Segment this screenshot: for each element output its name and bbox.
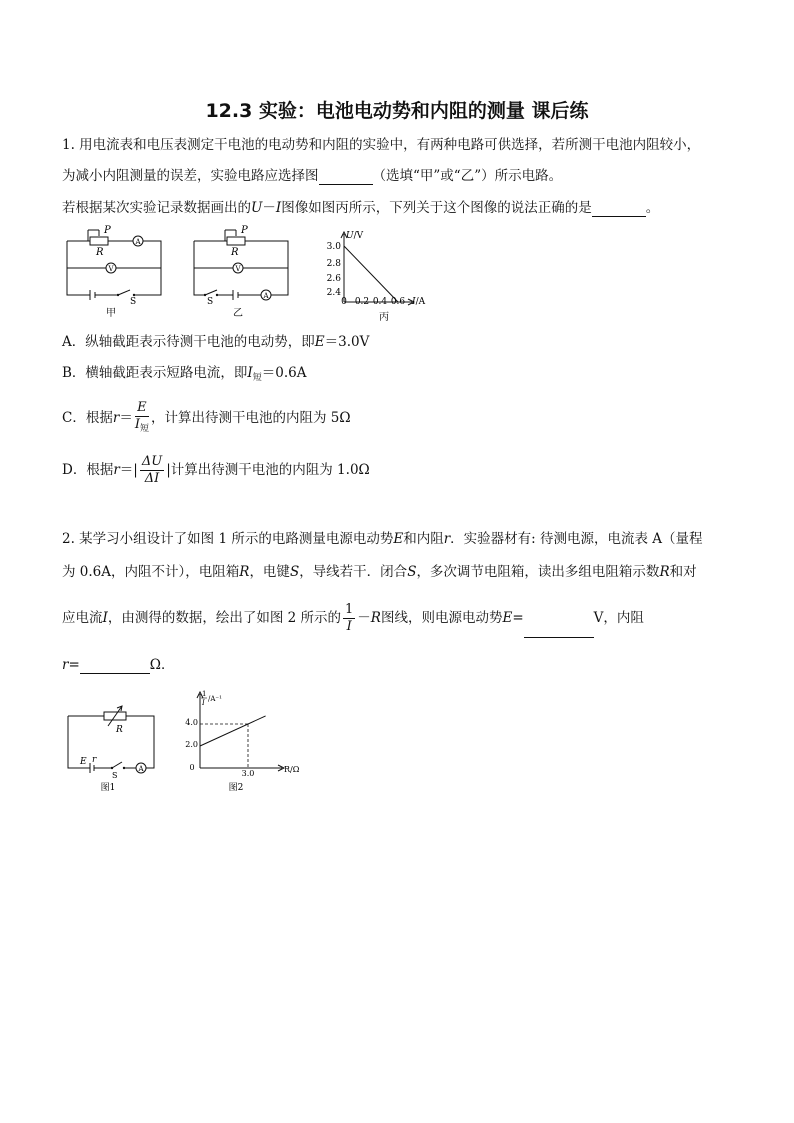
q2-blank-e[interactable] bbox=[524, 623, 594, 638]
q2-line3: 应电流I，由测得的数据，绘出了如图 2 所示的 $\frac{1}{I}$ －R图线，则电源电动势E= V，内阻 bbox=[62, 598, 644, 638]
fig1-caption: 图1 bbox=[100, 783, 116, 793]
yi-switch-label: S bbox=[207, 297, 214, 307]
page-title: 12.3 实验：电池电动势和内阻的测量 课后练 bbox=[205, 100, 589, 122]
fig2-ytick-1: 2.0 bbox=[185, 740, 198, 749]
circuit-jia-figure bbox=[64, 222, 164, 318]
option-c[interactable]: C．根据r＝ $\frac{E}{I_短}$ ，计算出待测干电池的内阻为 5Ω bbox=[62, 400, 351, 434]
fig1-e-label: E bbox=[80, 757, 87, 767]
q2-line4: r= Ω． bbox=[62, 657, 175, 673]
ui-ytick-3: 2.4 bbox=[326, 288, 341, 298]
q2-line2: 为 0.6A，内阻不计），电阻箱R，电键S，导线若干．闭合S，多次调节电阻箱，读出多组电阻箱示数R和对 bbox=[62, 564, 697, 580]
fig2-ylabel-unit: /A⁻¹ bbox=[208, 695, 222, 703]
fig2-xtick: 3.0 bbox=[241, 769, 255, 778]
q2-line1: 2. 某学习小组设计了如图 1 所示的电路测量电源电动势E和内阻r．实验器材有: 待测电源，电流表 A（量程 bbox=[62, 531, 703, 547]
jia-p-label: P bbox=[104, 225, 111, 236]
fig2-ylabel-den: I bbox=[202, 699, 205, 707]
yi-ammeter-label: A bbox=[263, 292, 269, 300]
jia-switch-label: S bbox=[130, 297, 137, 307]
option-b[interactable]: B．横轴截距表示短路电流，即$I_短=0.6A$ bbox=[62, 365, 307, 383]
option-a[interactable]: A．纵轴截距表示待测干电池的电动势，即E＝3.0V bbox=[62, 334, 370, 350]
yi-voltmeter-label: V bbox=[235, 265, 241, 273]
circuit-yi-figure bbox=[191, 222, 291, 318]
fig1-ammeter-label: A bbox=[138, 765, 144, 773]
ui-xtick-1: 0.2 bbox=[354, 297, 370, 307]
fig2-ylabel-num: 1 bbox=[202, 690, 207, 698]
jia-ammeter-label: A bbox=[135, 238, 141, 246]
yi-r-label: R bbox=[231, 247, 239, 258]
q1-blank2[interactable] bbox=[592, 202, 646, 217]
ui-xtick-3: 0.6 bbox=[390, 297, 406, 307]
fig1-s-label: S bbox=[112, 771, 118, 780]
ui-ytick-0: 3.0 bbox=[326, 242, 341, 252]
graph-fig2 bbox=[180, 688, 306, 794]
fig1-rr-label: r bbox=[92, 755, 97, 765]
fig2-origin: 0 bbox=[189, 763, 195, 772]
ui-xtick-2: 0.4 bbox=[372, 297, 388, 307]
yi-p-label: P bbox=[241, 225, 248, 236]
fig2-ytick-0: 4.0 bbox=[185, 718, 198, 727]
jia-caption: 甲 bbox=[106, 308, 116, 319]
jia-r-label: R bbox=[96, 247, 104, 258]
q1-blank1[interactable] bbox=[319, 170, 373, 185]
ui-graph-caption: 丙 bbox=[379, 312, 389, 323]
fig1-r-label: R bbox=[116, 725, 123, 735]
circuit-fig1 bbox=[64, 706, 160, 796]
fig2-caption: 图2 bbox=[228, 783, 244, 793]
ui-ytick-1: 2.8 bbox=[326, 259, 341, 269]
fig2-data-line bbox=[200, 716, 266, 746]
ui-graph-figure bbox=[322, 228, 432, 324]
ui-ytick-2: 2.6 bbox=[326, 274, 341, 284]
q2-blank-r[interactable] bbox=[80, 659, 150, 674]
ui-graph-ylabel: U/V bbox=[346, 231, 364, 241]
q1-line2: 为减小内阻测量的误差，实验电路应选择图 （选填“甲”或“乙”）所示电路。 bbox=[62, 168, 563, 184]
ui-xtick-0: 0 bbox=[341, 297, 347, 307]
yi-caption: 乙 bbox=[233, 308, 243, 319]
q1-line1: 1. 用电流表和电压表测定干电池的电动势和内阻的实验中，有两种电路可供选择，若所测干电池内阻较小， bbox=[62, 137, 701, 153]
option-d[interactable]: D．根据r＝| $\frac{\Delta U}{\Delta I}$ |计算出待测干电池的内阻为 1.0Ω bbox=[62, 454, 370, 486]
fig2-xlabel: R/Ω bbox=[284, 765, 300, 774]
ui-graph-line bbox=[344, 246, 398, 302]
jia-voltmeter-label: V bbox=[108, 265, 114, 273]
ui-graph-xlabel: I/A bbox=[412, 297, 426, 307]
q1-line3: 若根据某次实验记录数据画出的U－I图像如图丙所示，下列关于这个图像的说法正确的是 。 bbox=[62, 200, 660, 216]
